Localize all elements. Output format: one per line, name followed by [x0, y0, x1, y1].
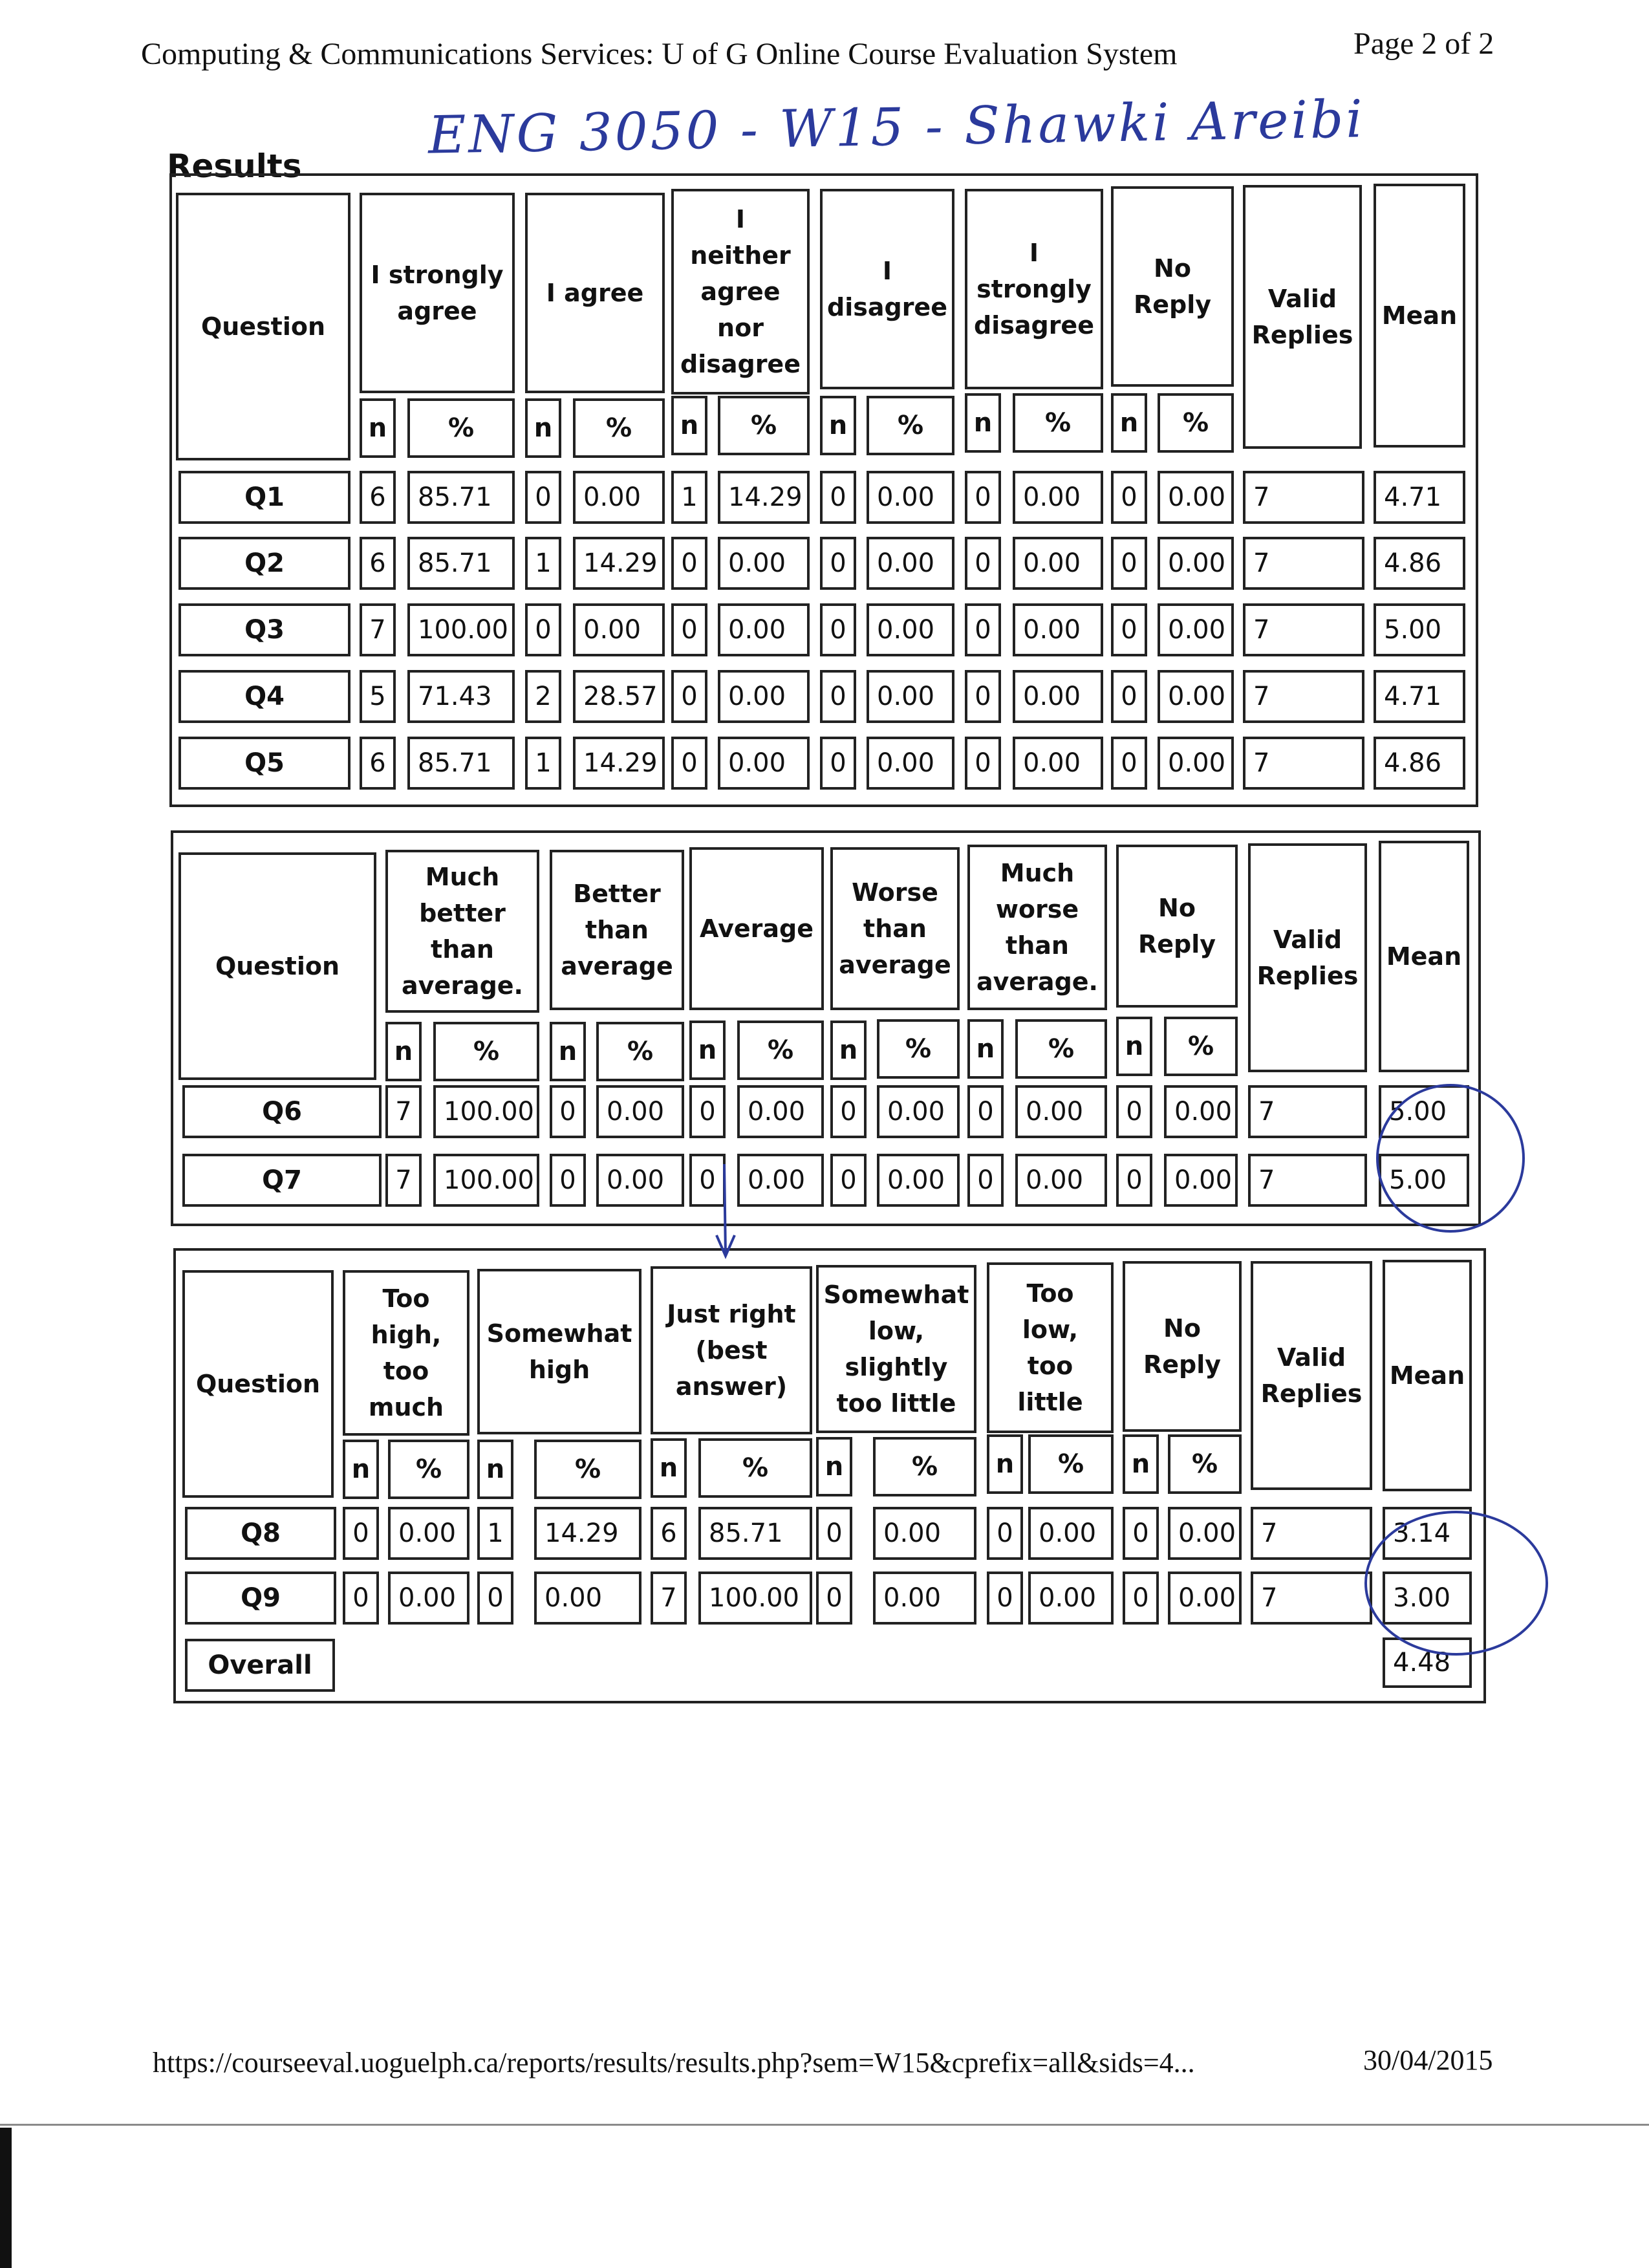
- response-header: No Reply: [1111, 186, 1234, 387]
- response-percent: 28.57: [573, 670, 665, 723]
- valid-replies-header: Valid Replies: [1248, 843, 1367, 1072]
- question-header: Question: [176, 193, 350, 460]
- response-percent: 0.00: [388, 1507, 469, 1560]
- valid-replies-value: 7: [1243, 471, 1364, 524]
- response-percent: 0.00: [1028, 1571, 1114, 1625]
- response-percent: 0.00: [737, 1085, 824, 1138]
- percent-subheader: %: [1168, 1434, 1242, 1494]
- response-count: 0: [343, 1571, 379, 1625]
- valid-replies-value: 7: [1248, 1085, 1367, 1138]
- response-percent: 85.71: [407, 737, 515, 790]
- response-count: 7: [385, 1085, 422, 1138]
- response-percent: 0.00: [1013, 670, 1103, 723]
- response-header: I neither agree nor disagree: [671, 189, 810, 394]
- question-label: Q5: [178, 737, 350, 790]
- percent-subheader: %: [1015, 1019, 1107, 1079]
- question-label: Q3: [178, 603, 350, 656]
- handwritten-course-note: ENG 3050 - W15 - Shawki Areibi: [427, 89, 1366, 166]
- response-header: Better than average: [550, 850, 684, 1010]
- response-count: 0: [671, 603, 707, 656]
- response-header: Average: [689, 847, 824, 1010]
- valid-replies-value: 7: [1243, 737, 1364, 790]
- question-label: Q1: [178, 471, 350, 524]
- response-percent: 85.71: [407, 537, 515, 590]
- response-percent: 100.00: [698, 1571, 812, 1625]
- response-percent: 100.00: [433, 1085, 539, 1138]
- response-count: 0: [965, 471, 1001, 524]
- count-subheader: n: [550, 1022, 586, 1081]
- count-subheader: n: [385, 1022, 422, 1081]
- response-header: Too low, too little: [987, 1262, 1114, 1433]
- response-percent: 0.00: [1164, 1085, 1238, 1138]
- response-count: 0: [967, 1085, 1004, 1138]
- mean-value: 4.71: [1374, 471, 1465, 524]
- percent-subheader: %: [573, 398, 665, 458]
- valid-replies-value: 7: [1243, 603, 1364, 656]
- percent-subheader: %: [1164, 1017, 1238, 1076]
- response-header: I agree: [525, 193, 665, 393]
- valid-replies-value: 7: [1251, 1571, 1372, 1625]
- response-percent: 0.00: [388, 1571, 469, 1625]
- response-percent: 0.00: [1158, 471, 1234, 524]
- response-percent: 100.00: [433, 1154, 539, 1207]
- response-header: Worse than average: [830, 847, 960, 1010]
- response-header: No Reply: [1116, 845, 1238, 1008]
- response-percent: 0.00: [1158, 670, 1234, 723]
- response-count: 0: [816, 1507, 852, 1560]
- response-count: 6: [360, 471, 396, 524]
- response-percent: 100.00: [407, 603, 515, 656]
- question-label: Q4: [178, 670, 350, 723]
- pen-arrow: [717, 1164, 735, 1256]
- response-percent: 0.00: [718, 737, 810, 790]
- response-count: 0: [1116, 1085, 1152, 1138]
- percent-subheader: %: [534, 1440, 641, 1499]
- response-count: 0: [671, 737, 707, 790]
- response-percent: 0.00: [867, 471, 954, 524]
- percent-subheader: %: [1028, 1434, 1114, 1494]
- response-percent: 14.29: [718, 471, 810, 524]
- percent-subheader: %: [388, 1440, 469, 1499]
- percent-subheader: %: [1158, 393, 1234, 453]
- valid-replies-value: 7: [1248, 1154, 1367, 1207]
- response-percent: 0.00: [867, 537, 954, 590]
- count-subheader: n: [360, 398, 396, 458]
- response-percent: 0.00: [873, 1571, 976, 1625]
- page-number: Page 2 of 2: [1353, 27, 1494, 61]
- percent-subheader: %: [718, 396, 810, 455]
- response-percent: 0.00: [718, 670, 810, 723]
- question-label: Q7: [182, 1154, 382, 1207]
- response-percent: 0.00: [718, 603, 810, 656]
- response-percent: 0.00: [596, 1154, 684, 1207]
- scan-edge-line: [0, 2124, 1649, 2126]
- response-percent: 0.00: [573, 603, 665, 656]
- percent-subheader: %: [698, 1438, 812, 1498]
- response-percent: 85.71: [407, 471, 515, 524]
- count-subheader: n: [965, 393, 1001, 453]
- response-header: I strongly agree: [360, 193, 515, 393]
- count-subheader: n: [525, 398, 561, 458]
- valid-replies-header: Valid Replies: [1251, 1261, 1372, 1490]
- response-percent: 0.00: [877, 1154, 960, 1207]
- footer-date: 30/04/2015: [1363, 2044, 1493, 2076]
- response-count: 7: [651, 1571, 687, 1625]
- response-percent: 0.00: [867, 737, 954, 790]
- response-count: 0: [689, 1085, 726, 1138]
- response-count: 6: [360, 737, 396, 790]
- response-count: 0: [820, 603, 856, 656]
- question-label: Q8: [185, 1507, 336, 1560]
- response-count: 0: [1111, 737, 1147, 790]
- response-percent: 0.00: [1015, 1154, 1107, 1207]
- response-count: 0: [820, 737, 856, 790]
- mean-value: 3.00: [1383, 1571, 1472, 1625]
- percent-subheader: %: [433, 1022, 539, 1081]
- mean-value: 4.86: [1374, 537, 1465, 590]
- response-header: Somewhat low, slightly too little: [816, 1265, 976, 1433]
- response-header: No Reply: [1123, 1261, 1242, 1432]
- count-subheader: n: [477, 1440, 513, 1499]
- percent-subheader: %: [737, 1021, 824, 1080]
- valid-replies-value: 7: [1251, 1507, 1372, 1560]
- response-percent: 14.29: [573, 537, 665, 590]
- response-percent: 14.29: [534, 1507, 641, 1560]
- mean-value: 5.00: [1379, 1085, 1469, 1138]
- count-subheader: n: [343, 1440, 379, 1499]
- response-count: 0: [816, 1571, 852, 1625]
- response-percent: 0.00: [534, 1571, 641, 1625]
- response-count: 7: [385, 1154, 422, 1207]
- response-percent: 0.00: [873, 1507, 976, 1560]
- results-heading: Results: [167, 147, 302, 185]
- response-percent: 0.00: [573, 471, 665, 524]
- response-header: Much better than average.: [385, 850, 539, 1013]
- response-percent: 0.00: [1164, 1154, 1238, 1207]
- response-percent: 0.00: [1013, 537, 1103, 590]
- percent-subheader: %: [1013, 393, 1103, 453]
- response-count: 0: [1111, 537, 1147, 590]
- response-count: 0: [820, 471, 856, 524]
- mean-value: 5.00: [1379, 1154, 1469, 1207]
- response-count: 0: [987, 1507, 1023, 1560]
- footer-url: https://courseeval.uoguelph.ca/reports/results/results.php?sem=W15&cprefix=all&sids=4...: [153, 2047, 1195, 2079]
- question-header: Question: [182, 1270, 334, 1498]
- response-percent: 0.00: [1013, 471, 1103, 524]
- response-count: 1: [477, 1507, 513, 1560]
- count-subheader: n: [816, 1437, 852, 1496]
- response-count: 0: [525, 471, 561, 524]
- response-count: 2: [525, 670, 561, 723]
- response-count: 0: [525, 603, 561, 656]
- response-percent: 0.00: [867, 603, 954, 656]
- report-title: Computing & Communications Services: U of G Online Course Evaluation System: [141, 37, 1178, 71]
- response-header: Too high, too much: [343, 1270, 469, 1436]
- response-header: Somewhat high: [477, 1269, 641, 1434]
- count-subheader: n: [689, 1021, 726, 1080]
- response-count: 6: [360, 537, 396, 590]
- percent-subheader: %: [873, 1437, 976, 1496]
- response-count: 0: [965, 537, 1001, 590]
- mean-header: Mean: [1379, 841, 1469, 1072]
- question-header: Question: [178, 852, 376, 1080]
- response-count: 0: [550, 1154, 586, 1207]
- response-percent: 0.00: [1028, 1507, 1114, 1560]
- response-count: 0: [830, 1085, 867, 1138]
- mean-value: 3.14: [1383, 1507, 1472, 1560]
- response-count: 0: [1123, 1507, 1159, 1560]
- response-percent: 0.00: [596, 1085, 684, 1138]
- response-count: 0: [965, 670, 1001, 723]
- percent-subheader: %: [596, 1022, 684, 1081]
- response-header: I strongly disagree: [965, 189, 1103, 389]
- mean-value: 4.86: [1374, 737, 1465, 790]
- percent-subheader: %: [407, 398, 515, 458]
- response-count: 0: [1123, 1571, 1159, 1625]
- overall-label: Overall: [185, 1639, 335, 1692]
- response-count: 0: [1116, 1154, 1152, 1207]
- response-percent: 0.00: [1168, 1507, 1242, 1560]
- scan-edge-shadow: [0, 2128, 12, 2268]
- response-count: 0: [343, 1507, 379, 1560]
- response-count: 0: [820, 670, 856, 723]
- pen-circle-q8-q9-mean: [1366, 1512, 1547, 1654]
- response-percent: 0.00: [1158, 537, 1234, 590]
- response-header: I disagree: [820, 189, 954, 389]
- response-percent: 0.00: [867, 670, 954, 723]
- response-count: 0: [1111, 603, 1147, 656]
- response-percent: 0.00: [737, 1154, 824, 1207]
- response-count: 0: [1111, 670, 1147, 723]
- count-subheader: n: [1111, 393, 1147, 453]
- response-count: 0: [477, 1571, 513, 1625]
- response-count: 1: [525, 737, 561, 790]
- response-percent: 0.00: [1158, 603, 1234, 656]
- response-header: Just right (best answer): [651, 1266, 812, 1434]
- response-count: 0: [830, 1154, 867, 1207]
- overall-mean-value: 4.48: [1383, 1637, 1472, 1688]
- response-count: 0: [671, 537, 707, 590]
- pen-circle-q6-q7-mean: [1377, 1085, 1524, 1231]
- response-percent: 0.00: [1168, 1571, 1242, 1625]
- response-header: Much worse than average.: [967, 845, 1107, 1010]
- response-count: 7: [360, 603, 396, 656]
- response-percent: 0.00: [718, 537, 810, 590]
- question-label: Q9: [185, 1571, 336, 1625]
- count-subheader: n: [671, 396, 707, 455]
- response-percent: 0.00: [1013, 737, 1103, 790]
- response-count: 5: [360, 670, 396, 723]
- response-count: 0: [967, 1154, 1004, 1207]
- count-subheader: n: [1116, 1017, 1152, 1076]
- response-count: 1: [525, 537, 561, 590]
- mean-value: 4.71: [1374, 670, 1465, 723]
- count-subheader: n: [651, 1438, 687, 1498]
- response-count: 0: [689, 1154, 726, 1207]
- response-percent: 0.00: [1015, 1085, 1107, 1138]
- response-percent: 14.29: [573, 737, 665, 790]
- valid-replies-value: 7: [1243, 537, 1364, 590]
- count-subheader: n: [1123, 1434, 1159, 1494]
- response-count: 0: [550, 1085, 586, 1138]
- response-percent: 85.71: [698, 1507, 812, 1560]
- count-subheader: n: [830, 1021, 867, 1080]
- question-label: Q2: [178, 537, 350, 590]
- mean-header: Mean: [1383, 1260, 1472, 1491]
- response-percent: 0.00: [1013, 603, 1103, 656]
- mean-header: Mean: [1374, 184, 1465, 448]
- response-percent: 0.00: [1158, 737, 1234, 790]
- response-count: 0: [965, 603, 1001, 656]
- response-count: 0: [965, 737, 1001, 790]
- response-count: 1: [671, 471, 707, 524]
- count-subheader: n: [820, 396, 856, 455]
- response-percent: 0.00: [877, 1085, 960, 1138]
- response-count: 0: [987, 1571, 1023, 1625]
- response-count: 0: [671, 670, 707, 723]
- response-percent: 71.43: [407, 670, 515, 723]
- valid-replies-value: 7: [1243, 670, 1364, 723]
- percent-subheader: %: [867, 396, 954, 455]
- count-subheader: n: [987, 1434, 1023, 1494]
- response-count: 0: [1111, 471, 1147, 524]
- count-subheader: n: [967, 1019, 1004, 1079]
- response-count: 0: [820, 537, 856, 590]
- question-label: Q6: [182, 1085, 382, 1138]
- response-count: 6: [651, 1507, 687, 1560]
- percent-subheader: %: [877, 1019, 960, 1079]
- mean-value: 5.00: [1374, 603, 1465, 656]
- valid-replies-header: Valid Replies: [1243, 185, 1362, 449]
